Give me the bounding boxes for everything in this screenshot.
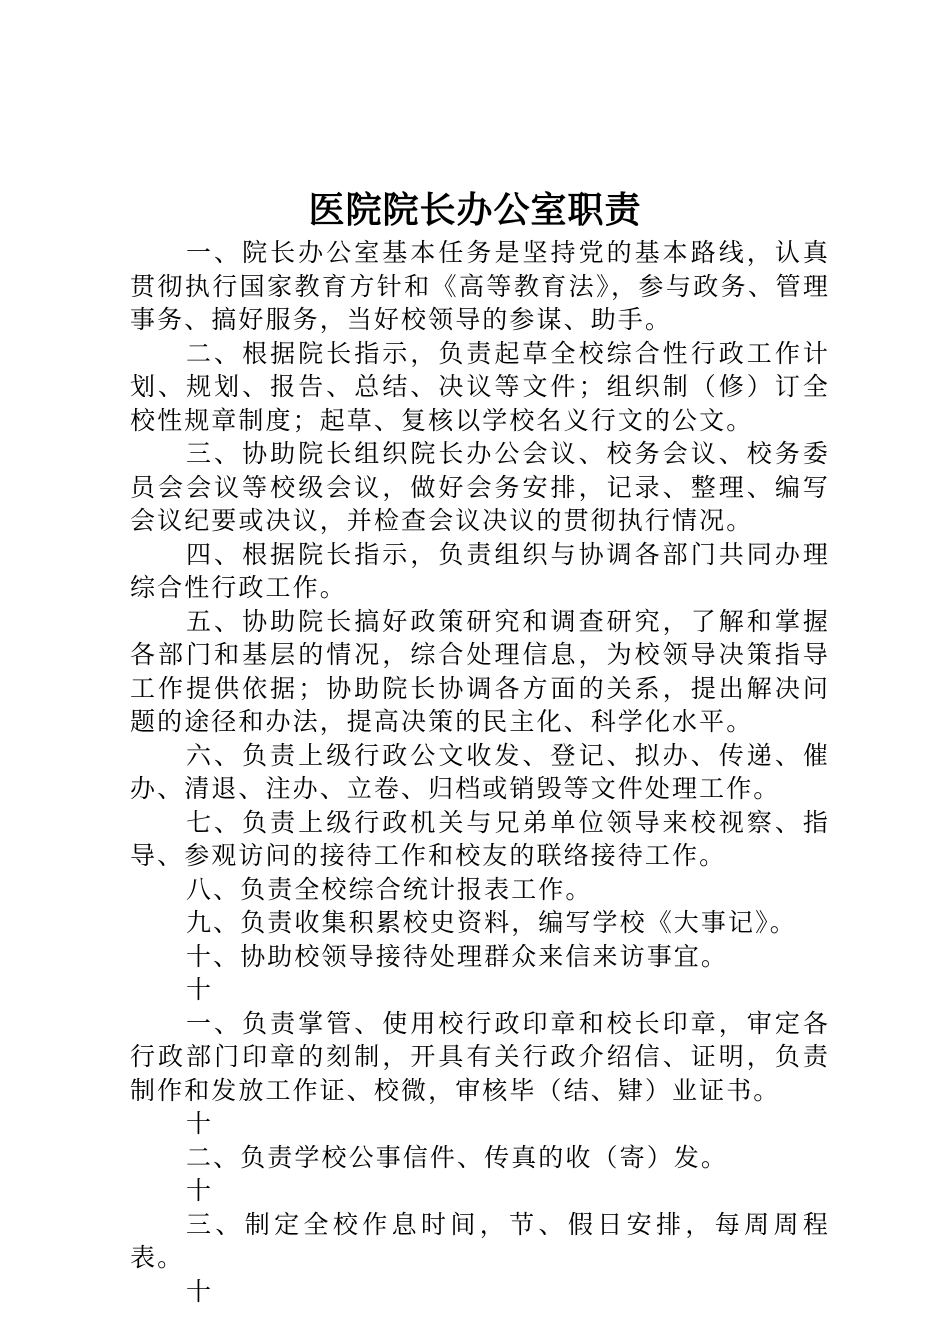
paragraph: 一、负责掌管、使用校行政印章和校长印章，审定各行政部门印章的刻制，开具有关行政介绍信、证明，负责制作和发放工作证、校微，审核毕（结、肄）业证书。 (130, 1008, 830, 1105)
paragraph: 三、制定全校作息时间，节、假日安排，每周周程表。 (130, 1209, 830, 1272)
paragraph: 十 (186, 1109, 214, 1138)
document-body (130, 236, 830, 1308)
paragraph: 七、负责上级行政机关与兄弟单位领导来校视察、指导、参观访问的接待工作和校友的联络接待工作。 (130, 807, 830, 870)
document-title: 医院院长办公室职责 (308, 189, 642, 231)
paragraph: 五、协助院长搞好政策研究和调查研究，了解和掌握各部门和基层的情况，综合处理信息，为校领导决策指导工作提供依据；协助院长协调各方面的关系，提出解决问题的途径和办法，提高决策的民主化、科学化水平。 (130, 606, 830, 736)
paragraph: 四、根据院长指示，负责组织与协调各部门共同办理综合性行政工作。 (130, 539, 830, 602)
paragraph: 一、院长办公室基本任务是坚持党的基本路线，认真贯彻执行国家教育方针和《高等教育法》，参与政务、管理事务、搞好服务，当好校领导的参谋、助手。 (130, 238, 830, 334)
paragraph: 八、负责全校综合统计报表工作。 (186, 874, 593, 904)
paragraph: 十 (186, 1176, 214, 1205)
paragraph: 二、负责学校公事信件、传真的收（寄）发。 (186, 1142, 729, 1172)
paragraph: 三、协助院长组织院长办公会议、校务会议、校务委员会会议等校级会议，做好会务安排，记录、整理、编写会议纪要或决议，并检查会议决议的贯彻执行情况。 (130, 439, 830, 535)
paragraph: 二、根据院长指示，负责起草全校综合性行政工作计划、规划、报告、总结、决议等文件；组织制（修）订全校性规章制度；起草、复核以学校名义行文的公文。 (130, 338, 830, 435)
paragraph: 十 (186, 975, 214, 1004)
paragraph: 十 (186, 1276, 214, 1306)
paragraph: 十、协助校领导接待处理群众来信来访事宜。 (186, 941, 729, 971)
paragraph: 九、负责收集积累校史资料，编写学校《大事记》。 (186, 908, 797, 937)
paragraph: 六、负责上级行政公文收发、登记、拟办、传递、催办、清退、注办、立卷、归档或销毁等文件处理工作。 (130, 740, 830, 803)
